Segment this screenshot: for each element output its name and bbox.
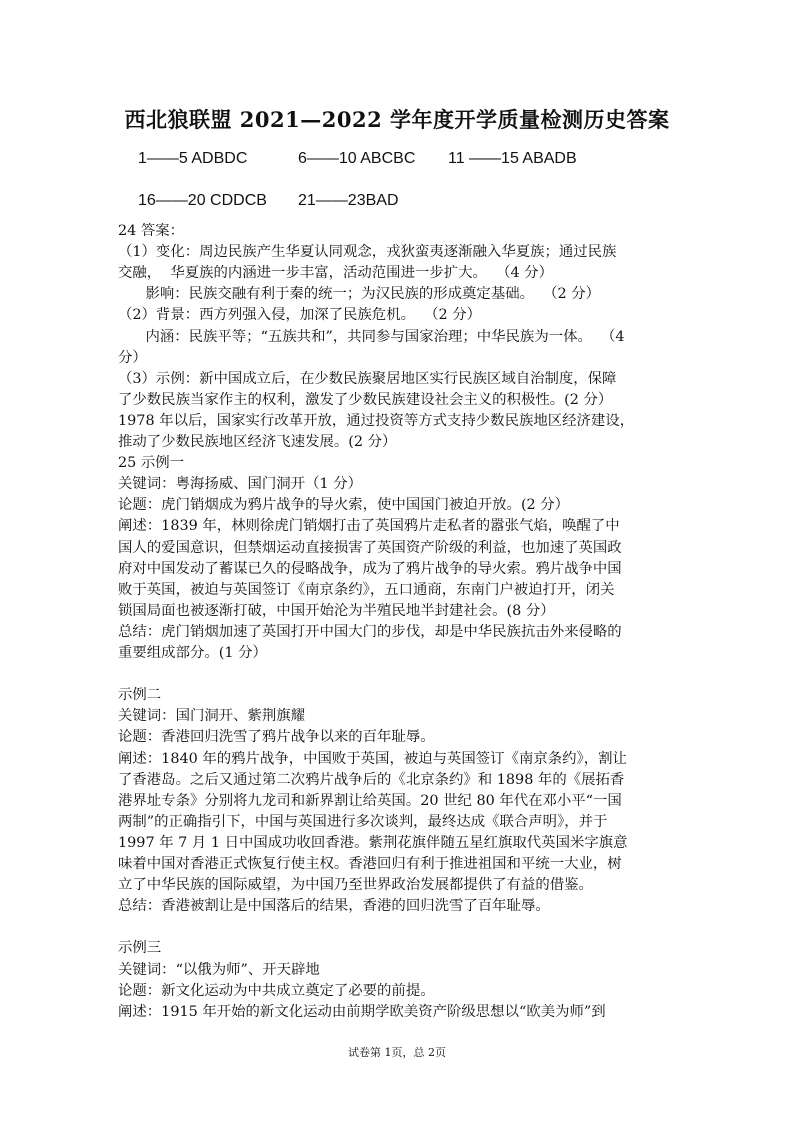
text-line: 24 答案： <box>118 223 185 239</box>
text-line: 阐述：1915 年开始的新文化运动由前期学欧美资产阶级思想以“欧美为师”到 <box>118 1003 606 1020</box>
text-line: 1978 年以后，国家实行改革开放，通过投资等方式支持少数民族地区经济建设， <box>118 412 635 429</box>
text-line: 总结：香港被割让是中国落后的结果，香港的回归洗雪了百年耻辱。 <box>118 898 550 915</box>
text-line: 论题：香港回归洗雪了鸦片战争以来的百年耻辱。 <box>118 729 435 746</box>
text-line: 阐述：1839 年，林则徐虎门销烟打击了英国鸦片走私者的嚣张气焰，唤醒了中 <box>118 518 620 535</box>
text-line: 味着中国对香港正式恢复行使主权。香港回归有利于推进祖国和平统一大业，树 <box>118 856 622 872</box>
text-line: 关键词：“以俄为师”、开天辟地 <box>118 961 320 978</box>
text-line: 重要组成部分。(1 分） <box>118 645 267 661</box>
text-line: 港界址专条》分别将九龙司和新界割让给英国。20 世纪 80 年代在邓小平“一国 <box>118 792 622 809</box>
text-line: 关键词：国门洞开、紫荆旗耀 <box>118 708 306 725</box>
text-line: 示例三 <box>118 940 162 957</box>
text-line: 分） <box>118 349 147 366</box>
text-line: 1997 年 7 月 1 日中国成功收回香港。紫荆花旗伴随五星红旗取代英国米字旗意 <box>118 834 628 851</box>
answer-group: 21——23BAD <box>298 192 399 209</box>
text-line: 交融， 华夏族的内涵进一步丰富，活动范围进一步扩大。 （4 分） <box>118 265 553 282</box>
answer-group: 16——20 CDDCB <box>138 192 267 209</box>
answer-group: 6——10 ABCBC <box>298 150 416 167</box>
answer-group: 11 ——15 ABADB <box>448 150 577 167</box>
text-line: 25 示例一 <box>118 455 185 472</box>
text-line: 关键词：粤海扬威、国门洞开（1 分） <box>118 476 362 493</box>
text-line: 府对中国发动了蓄谋已久的侵略战争，成为了鸦片战争的导火索。鸦片战争中国 <box>118 560 622 577</box>
text-line: （3）示例：新中国成立后，在少数民族聚居地区实行民族区域自治制度，保障 <box>118 370 617 387</box>
text-line: 推动了少数民族地区经济飞速发展。(2 分） <box>118 434 397 450</box>
text-line: 示例二 <box>118 687 162 704</box>
text-line: 内涵：民族平等；“五族共和”，共同参与国家治理；中华民族为一体。 （4 <box>118 328 625 345</box>
text-line: （1）变化：周边民族产生华夏认同观念，戎狄蛮夷逐渐融入华夏族；通过民族 <box>118 244 617 261</box>
text-line: 了少数民族当家作主的权利，激发了少数民族建设社会主义的积极性。(2 分） <box>118 391 613 408</box>
text-line: （2）背景：西方列强入侵，加深了民族危机。 （2 分） <box>118 307 482 324</box>
page-footer: 试卷第 1页，总 2页 <box>348 1046 446 1059</box>
text-line: 阐述：1840 年的鸦片战争，中国败于英国，被迫与英国签订《南京条约》，割让 <box>118 750 627 767</box>
text-line: 影响：民族交融有利于秦的统一；为汉民族的形成奠定基础。 （2 分） <box>118 286 601 303</box>
text-line: 国人的爱国意识，但禁烟运动直接损害了英国资产阶级的利益，也加速了英国政 <box>118 539 622 556</box>
text-line: 立了中华民族的国际威望，为中国乃至世界政治发展都提供了有益的借鉴。 <box>118 877 593 894</box>
text-line: 两制”的正确指引下，中国与英国进行多次谈判，最终达成《联合声明》，并于 <box>118 813 608 830</box>
text-line: 锁国局面也被逐渐打破，中国开始沦为半殖民地半封建社会。(8 分） <box>118 602 555 619</box>
text-line: 论题：虎门销烟成为鸦片战争的导火索，使中国国门被迫开放。(2 分） <box>118 497 570 514</box>
text-line: 论题：新文化运动为中共成立奠定了必要的前提。 <box>118 982 435 999</box>
answer-group: 1——5 ADBDC <box>138 150 248 167</box>
page-title: 西北狼联盟 2021—2022 学年度开学质量检测历史答案 <box>124 107 670 132</box>
text-line: 败于英国，被迫与英国签订《南京条约》，五口通商，东南门户被迫打开，闭关 <box>118 581 615 598</box>
text-line: 了香港岛。之后又通过第二次鸦片战争后的《北京条约》和 1898 年的《展拓香 <box>118 771 625 788</box>
text-line: 总结：虎门销烟加速了英国打开中国大门的步伐，却是中华民族抗击外来侵略的 <box>118 623 622 640</box>
